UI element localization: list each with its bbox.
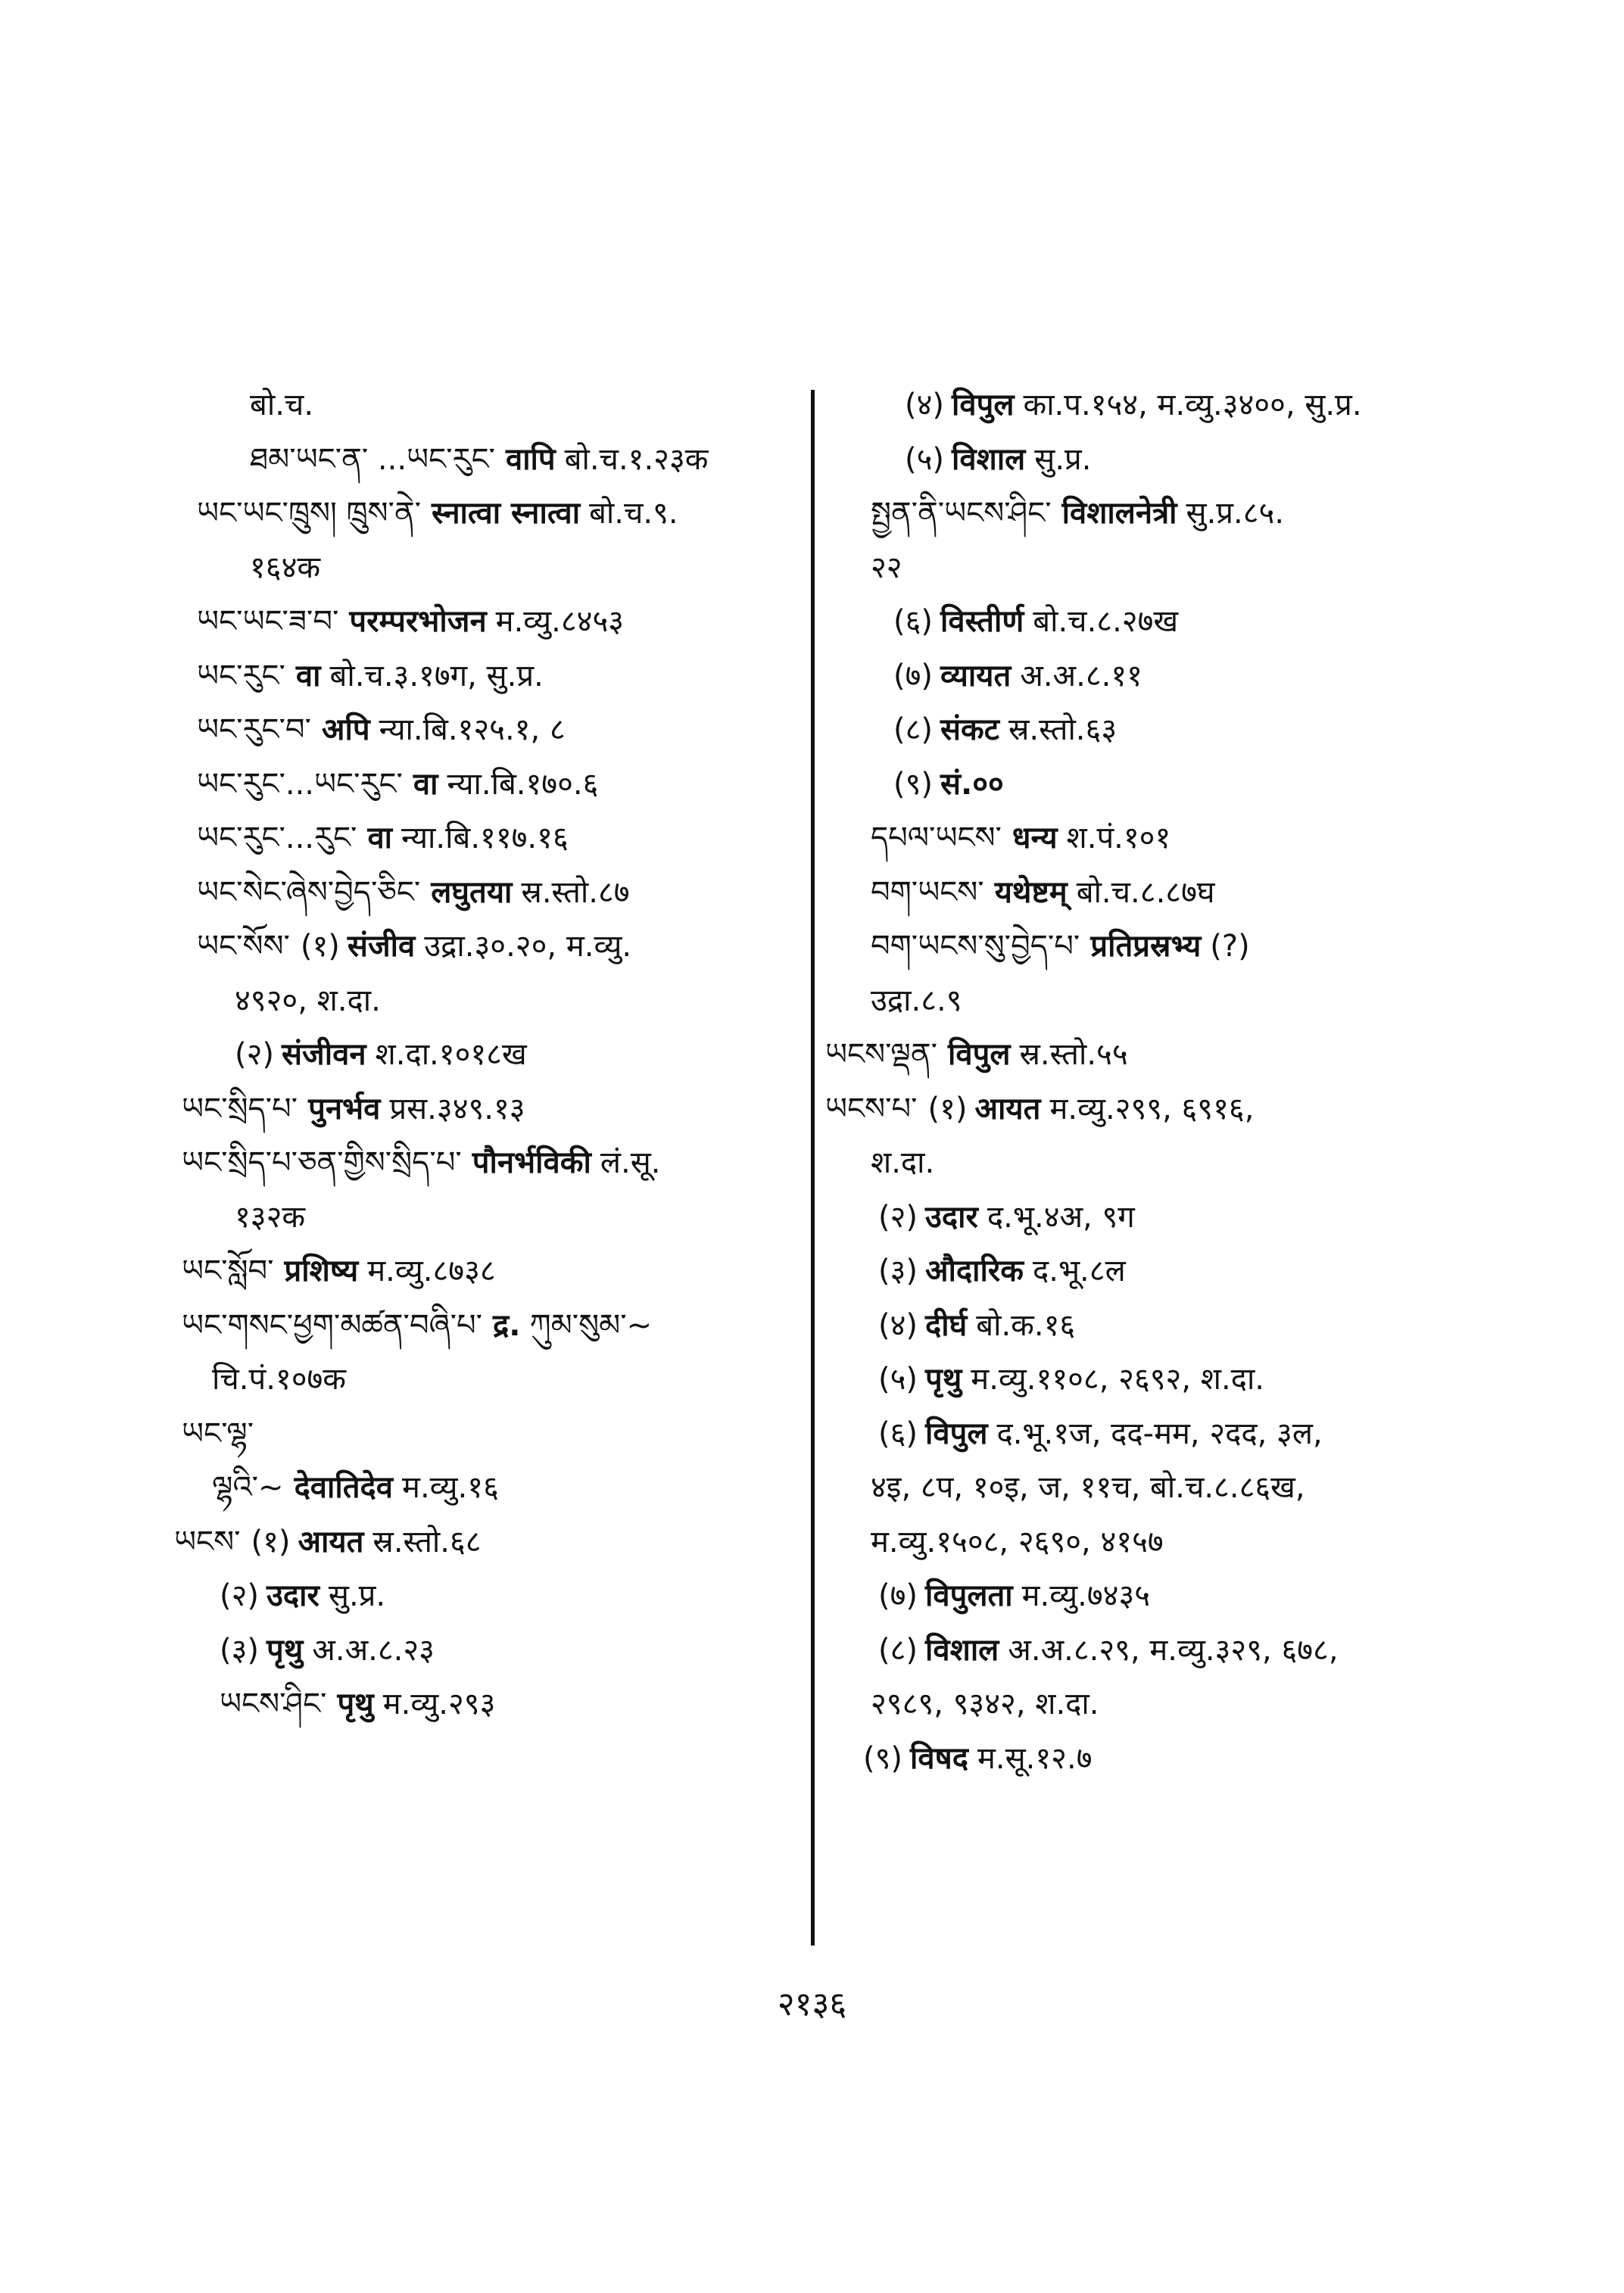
sanskrit-equivalent: संकट <box>940 712 999 747</box>
sanskrit-equivalent: प्रतिप्रस्रभ्य <box>1090 929 1202 964</box>
sanskrit-equivalent: वा <box>413 766 438 802</box>
dictionary-entry-line <box>174 703 795 758</box>
dictionary-entry-line <box>174 1245 795 1299</box>
dictionary-entry-line <box>174 433 795 488</box>
dictionary-entry-line <box>825 1083 1446 1137</box>
tibetan-headword: ཡང་ཡང་ཟ་བ་ <box>197 604 339 639</box>
dictionary-entry-line <box>174 541 795 596</box>
source-reference: श.पं.१०१ <box>1066 821 1171 855</box>
sanskrit-equivalent: वा <box>367 821 393 855</box>
sense-number: (६) <box>878 1416 918 1451</box>
source-reference: स्र.स्तो.६८ <box>372 1524 482 1559</box>
sanskrit-equivalent: प्रशिष्य <box>284 1254 359 1288</box>
source-reference: म.व्यु.१६ <box>402 1470 499 1505</box>
sense-number: (६) <box>893 604 934 639</box>
sanskrit-equivalent: संजीव <box>347 929 416 964</box>
dictionary-entry-line <box>825 758 1446 812</box>
dictionary-entry-line <box>825 974 1446 1029</box>
source-reference: बो.च. <box>250 388 314 422</box>
source-reference: म.सू.१२.७ <box>977 1740 1093 1776</box>
tibetan-headword: ཡངས་ལྡན་ <box>825 1037 937 1072</box>
sanskrit-equivalent: अपि <box>321 712 370 747</box>
source-reference: श.दा.१०१८ख <box>375 1037 527 1072</box>
page-number: २१३६ <box>777 1985 847 2024</box>
tibetan-headword: ཡང་རུང་བ་ <box>197 712 311 747</box>
sanskrit-equivalent: विस्तीर्ण <box>940 604 1024 639</box>
dictionary-entry-line <box>174 1461 795 1516</box>
tibetan-headword: ཡང་སེང་ཞེས་བྱེད་ཅིང་ <box>197 874 421 910</box>
dictionary-entry-line <box>174 1624 795 1678</box>
tibetan-headword: སྤྱན་ནི་ཡངས་ཤིང་ <box>871 496 1052 531</box>
sanskrit-equivalent: वापि <box>505 441 556 477</box>
tibetan-headword: ཡང་སོས་ <box>197 929 290 964</box>
source-reference: ཀུམ་སུམ་~ <box>529 1307 653 1343</box>
dictionary-entry-line <box>174 1136 795 1191</box>
sense-number: (१) <box>300 929 340 964</box>
sanskrit-equivalent: विशाल <box>952 441 1026 477</box>
source-reference: बो.च.९. <box>589 496 678 531</box>
sanskrit-equivalent: परम्परभोजन <box>349 604 487 639</box>
sense-number: (८) <box>893 712 934 747</box>
source-reference: स्र.स्तो.८७ <box>521 874 630 910</box>
column-divider <box>811 390 815 1946</box>
dictionary-entry-line <box>825 487 1446 541</box>
sense-number: (३) <box>220 1632 260 1668</box>
source-reference: म.व्यु.८७३८ <box>367 1254 496 1288</box>
tibetan-headword: ཡངས་ <box>174 1524 241 1559</box>
dictionary-entry-line <box>825 1569 1446 1624</box>
sanskrit-equivalent: विशालनेत्री <box>1061 496 1177 531</box>
sanskrit-equivalent: पृथु <box>337 1687 374 1721</box>
source-reference: का.प.१५४, म.व्यु.३४००, सु.प्र. <box>1023 388 1362 422</box>
sanskrit-equivalent: व्यायत <box>940 658 1011 693</box>
dictionary-entry-line <box>174 812 795 866</box>
dictionary-entry-line <box>825 1516 1446 1570</box>
sense-number: (५) <box>905 441 945 477</box>
sanskrit-equivalent: पौनर्भविकी <box>472 1145 591 1180</box>
dictionary-entry-line <box>174 1083 795 1137</box>
source-reference: स्र.स्तो.५५ <box>1019 1037 1128 1072</box>
source-reference: सु.प्र. <box>328 1578 386 1613</box>
sanskrit-equivalent: पृथु <box>267 1632 304 1668</box>
left-column <box>174 379 795 1732</box>
dictionary-entry-line <box>825 812 1446 866</box>
tibetan-headword: དཔལ་ཡངས་ <box>871 821 1002 855</box>
sanskrit-equivalent: सं.०० <box>940 766 1004 802</box>
sanskrit-equivalent: संजीवन <box>282 1037 366 1072</box>
source-reference: न्या.बि.१७०.६ <box>447 766 599 802</box>
sense-number: (४) <box>905 388 945 422</box>
dictionary-entry-line <box>825 1461 1446 1516</box>
tibetan-headword: ཐམ་ཡང་ན་ ...ཡང་རུང་ <box>250 441 495 477</box>
sense-number: (२) <box>235 1037 275 1072</box>
source-reference: म.व्यु.२९३ <box>382 1687 496 1721</box>
dictionary-entry-line <box>825 1028 1446 1083</box>
source-reference: १३२क <box>235 1199 306 1235</box>
source-reference: न्या.बि.१२५.१, ८ <box>379 712 566 747</box>
source-reference: उद्रा.८.९ <box>871 983 962 1018</box>
dictionary-entry-line <box>825 379 1446 433</box>
source-reference: ४इ, ८प, १०इ, ज, ११च, बो.च.८.८६ख, <box>871 1470 1305 1505</box>
sanskrit-equivalent: उदार <box>267 1578 320 1613</box>
dictionary-entry-line <box>174 379 795 433</box>
tibetan-headword: ཡང་རུང་...ཡང་རུང་ <box>197 766 403 802</box>
tibetan-headword: ཡངས་པ་ <box>825 1091 918 1126</box>
sanskrit-equivalent: पुनर्भव <box>308 1091 381 1126</box>
dictionary-entry-line <box>825 433 1446 488</box>
source-reference: म.व्यु.७४३५ <box>1021 1578 1151 1613</box>
tibetan-headword: བག་ཡངས་སུ་བྱེད་པ་ <box>871 929 1080 964</box>
source-reference: बो.च.८.८७घ <box>1076 874 1215 910</box>
dictionary-entry-line <box>825 1678 1446 1732</box>
dictionary-entry-line <box>825 1353 1446 1407</box>
dictionary-entry-line <box>174 595 795 650</box>
sense-number: (५) <box>878 1362 918 1397</box>
source-reference: लं.सू. <box>600 1145 661 1180</box>
dictionary-entry-line <box>825 1407 1446 1462</box>
source-reference: म.व्यु.८४५३ <box>495 604 625 639</box>
dictionary-entry-line <box>825 1299 1446 1354</box>
source-reference: द.भू.४अ, ९ग <box>987 1199 1135 1235</box>
source-reference: उद्रा.३०.२०, म.व्यु. <box>424 929 632 964</box>
sanskrit-equivalent: विशाल <box>925 1632 999 1668</box>
dictionary-entry-line <box>825 650 1446 704</box>
sanskrit-equivalent: वा <box>295 658 321 693</box>
sanskrit-equivalent: द्र. <box>493 1307 521 1343</box>
sense-number: (७) <box>878 1578 918 1613</box>
dictionary-entry-line <box>174 1516 795 1570</box>
source-reference: सु.प्र.८५. <box>1186 496 1285 531</box>
sanskrit-equivalent: दीर्घ <box>925 1307 968 1343</box>
source-reference: प्रस.३४९.१३ <box>389 1091 525 1126</box>
dictionary-entry-line <box>174 1407 795 1462</box>
source-reference: स्र.स्तो.६३ <box>1008 712 1117 747</box>
source-reference: २२ <box>871 550 902 585</box>
sanskrit-equivalent: विपुल <box>952 388 1015 422</box>
sense-number: (३) <box>878 1254 918 1288</box>
dictionary-entry-line <box>174 974 795 1029</box>
source-reference: द.भू.१ज, दद-मम, २दद, ३ल, <box>996 1416 1323 1451</box>
right-column <box>825 379 1446 1786</box>
sanskrit-equivalent: पृथु <box>925 1362 962 1397</box>
source-reference: म.व्यु.११०८, २६९२, श.दा. <box>971 1362 1265 1397</box>
tibetan-headword: ཡང་སྲིད་པ་ཅན་གྱིས་སྲིད་པ་ <box>182 1145 462 1180</box>
source-reference: म.व्यु.२९९, ६९१६, <box>1049 1091 1255 1126</box>
tibetan-headword: ལྷའི་~ <box>212 1470 284 1505</box>
sanskrit-equivalent: विषद <box>910 1740 968 1776</box>
sense-number: (८) <box>878 1632 918 1668</box>
dictionary-entry-line <box>174 866 795 921</box>
tibetan-headword: བག་ཡངས་ <box>871 874 984 910</box>
dictionary-entry-line <box>174 758 795 812</box>
sense-number: (२) <box>220 1578 260 1613</box>
dictionary-entry-line <box>825 920 1446 974</box>
dictionary-entry-line <box>825 595 1446 650</box>
source-reference: बो.क.१६ <box>976 1307 1076 1343</box>
dictionary-entry-line <box>174 650 795 704</box>
source-reference: २९८९, ९३४२, श.दा. <box>871 1687 1099 1721</box>
dictionary-entry-line <box>825 866 1446 921</box>
sanskrit-equivalent: औदारिक <box>925 1254 1024 1288</box>
sense-number: (२) <box>878 1199 918 1235</box>
sanskrit-equivalent: विपुल <box>948 1037 1011 1072</box>
dictionary-entry-line <box>174 1299 795 1354</box>
source-reference: न्या.बि.११७.१६ <box>401 821 569 855</box>
tibetan-headword: ཡང་སྲིད་པ་ <box>182 1091 298 1126</box>
dictionary-entry-line <box>174 1569 795 1624</box>
sanskrit-equivalent: आयत <box>974 1091 1041 1126</box>
dictionary-entry-line <box>825 1732 1446 1787</box>
source-reference: अ.अ.८.२३ <box>312 1632 435 1668</box>
source-reference: (?) <box>1210 929 1250 964</box>
source-reference: श.दा. <box>871 1145 935 1180</box>
source-reference: म.व्यु.१५०८, २६९०, ४१५७ <box>871 1524 1164 1559</box>
tibetan-headword: ཡང་སློབ་ <box>182 1254 274 1288</box>
dictionary-entry-line <box>825 1191 1446 1245</box>
tibetan-headword: ཡང་རུང་...རུང་ <box>197 821 357 855</box>
sanskrit-equivalent: स्नात्वा स्नात्वा <box>432 496 581 531</box>
sense-number: (१) <box>251 1524 291 1559</box>
sense-number: (९) <box>863 1740 903 1776</box>
dictionary-entry-line <box>174 1028 795 1083</box>
dictionary-entry-line <box>174 1191 795 1245</box>
dictionary-entry-line <box>825 1624 1446 1678</box>
dictionary-entry-line <box>174 1678 795 1732</box>
tibetan-headword: ཡང་རུང་ <box>197 658 285 693</box>
dictionary-entry-line <box>174 487 795 541</box>
sanskrit-equivalent: विपुल <box>925 1416 988 1451</box>
dictionary-entry-line <box>825 703 1446 758</box>
tibetan-headword: ཡང་ལྷ་ <box>182 1416 254 1451</box>
sanskrit-equivalent: उदार <box>925 1199 978 1235</box>
dictionary-entry-line <box>174 920 795 974</box>
source-reference: अ.अ.८.११ <box>1020 658 1142 693</box>
source-reference: बो.च.१.२३क <box>564 441 709 477</box>
sanskrit-equivalent: लघुतया <box>431 874 513 910</box>
sanskrit-equivalent: यथेष्टम् <box>994 874 1068 910</box>
source-reference: बो.च.३.१७ग, सु.प्र. <box>329 658 544 693</box>
dictionary-entry-line <box>825 541 1446 596</box>
dictionary-entry-line <box>825 1245 1446 1299</box>
sanskrit-equivalent: देवातिदेव <box>294 1470 394 1505</box>
tibetan-headword: ཡང་གསང་ཕྱག་མཚན་བཞི་པ་ <box>182 1307 483 1343</box>
source-reference: बो.च.८.२७ख <box>1033 604 1179 639</box>
source-reference: द.भू.८ल <box>1032 1254 1126 1288</box>
sanskrit-equivalent: विपुलता <box>925 1578 1013 1613</box>
dictionary-entry-line <box>174 1353 795 1407</box>
source-reference: ४९२०, श.दा. <box>235 983 381 1018</box>
source-reference: चि.पं.१०७क <box>212 1362 347 1397</box>
sense-number: (९) <box>893 766 934 802</box>
sense-number: (४) <box>878 1307 918 1343</box>
sanskrit-equivalent: धन्य <box>1011 821 1058 855</box>
tibetan-headword: ཡངས་ཤིང་ <box>220 1687 327 1721</box>
tibetan-headword: ཡང་ཡང་ཁྲུས། ཁྲུས་ནེ་ <box>197 496 422 531</box>
source-reference: सु.प्र. <box>1034 441 1092 477</box>
source-reference: अ.अ.८.२९, म.व्यु.३२९, ६७८, <box>1008 1632 1339 1668</box>
sanskrit-equivalent: आयत <box>298 1524 364 1559</box>
sense-number: (७) <box>893 658 934 693</box>
sense-number: (१) <box>927 1091 968 1126</box>
dictionary-entry-line <box>825 1136 1446 1191</box>
source-reference: १६४क <box>250 550 321 585</box>
